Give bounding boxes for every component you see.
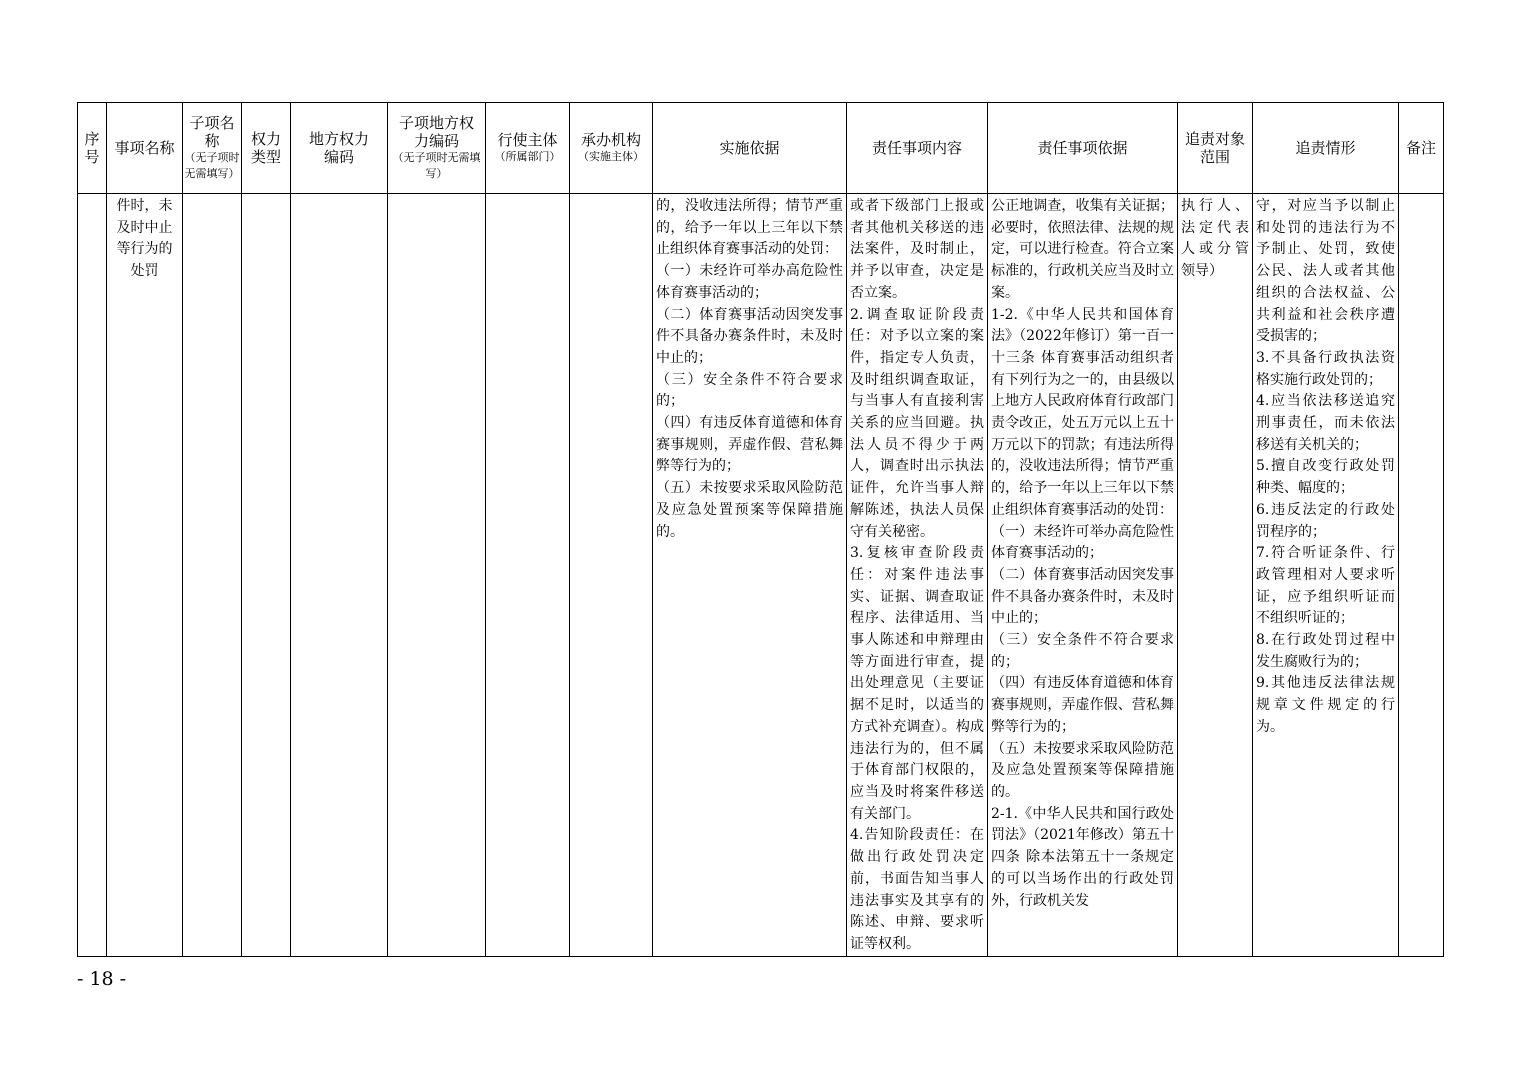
header-subject xyxy=(486,103,570,194)
cell-sub-name xyxy=(183,194,242,957)
header-sub-name-main: 子项名称 xyxy=(189,114,235,150)
header-resp-content: 责任事项内容 xyxy=(847,103,988,194)
header-accountability-scope: 追责对象范围 xyxy=(1178,103,1253,194)
cell-subject xyxy=(486,194,570,957)
header-agency xyxy=(570,103,653,194)
cell-agency xyxy=(570,194,653,957)
cell-power-type xyxy=(242,194,291,957)
header-agency-main: 承办机构 xyxy=(580,131,641,149)
header-power-type: 权力类型 xyxy=(242,103,291,194)
cell-local-code xyxy=(291,194,388,957)
cell-resp-content: 或者下级部门上报或者其他机关移送的违法案件，及时制止，并予以审查，决定是否立案。 2.调查取证阶段责任：对予以立案的案件，指定专人负责，及时组织调查取证，与当事人有直接利害关系的应当回避。执法人员不得少于两人，调查时出示执法证件，允许当事人辩解陈述，执法人员保守有关秘密。 3.复核审查阶段责任：对案件违法事实、证据、调查取证程序、法律适用、当事人陈述和申辩理由等方面进行审查，提出处理意见（主要证据不足时，以适当的方式补充调查）。构成违法行为的，但不属于体育部门权限的，应当及时将案件移送有关部门。 4.告知阶段责任：在做出行政处罚决定前，书面告知当事人违法事实及其享有的陈述、申辩、要求听证等权利。 xyxy=(847,194,988,957)
header-sub-name-note: （无子项时无需填写） xyxy=(184,151,240,180)
cell-accountability-scope: 执行人、法定代表人或分管领导） xyxy=(1178,194,1253,957)
header-subject-note: （所属部门） xyxy=(494,150,561,163)
header-local-code: 地方权力编码 xyxy=(291,103,388,194)
header-row xyxy=(78,103,1444,194)
header-item-name: 事项名称 xyxy=(107,103,183,194)
cell-remarks xyxy=(1399,194,1444,957)
cell-basis: 的，没收违法所得；情节严重的，给予一年以上三年以下禁止组织体育赛事活动的处罚： （一）未经许可举办高危险性体育赛事活动的； （二）体育赛事活动因突发事件不具备办赛条件时，未及时中止的； （三）安全条件不符合要求的； （四）有违反体育道德和体育赛事规则，弄虚作假、营私舞弊等行为的； （五）未按要求采取风险防范及应急处置预案等保障措施的。 xyxy=(653,194,847,957)
header-sub-name xyxy=(183,103,242,194)
header-resp-basis: 责任事项依据 xyxy=(988,103,1178,194)
cell-seq xyxy=(78,194,107,957)
header-subject-main: 行使主体 xyxy=(497,131,558,149)
header-seq: 序号 xyxy=(78,103,107,194)
header-sub-code xyxy=(388,103,486,194)
cell-sub-code xyxy=(388,194,486,957)
authority-list-table xyxy=(77,102,1444,957)
header-agency-note: （实施主体） xyxy=(578,150,644,163)
header-sub-code-main: 子项地方权力编码 xyxy=(398,114,474,150)
page-number: - 18 - xyxy=(77,968,127,990)
header-basis: 实施依据 xyxy=(653,103,847,194)
header-remarks: 备注 xyxy=(1399,103,1444,194)
header-accountability-cases: 追责情形 xyxy=(1253,103,1399,194)
cell-item-name: 件时，未及时中止等行为的处罚 xyxy=(107,194,183,957)
table-row xyxy=(78,194,1444,957)
cell-accountability-cases: 守，对应当予以制止和处罚的违法行为不予制止、处罚，致使公民、法人或者其他组织的合法权益、公共利益和社会秩序遭受损害的； 3.不具备行政执法资格实施行政处罚的； 4.应当依法移送追究刑事责任，而未依法移送有关机关的； 5.擅自改变行政处罚种类、幅度的； 6.违反法定的行政处罚程序的； 7.符合听证条件、行政管理相对人要求听证，应予组织听证而不组织听证的； 8.在行政处罚过程中发生腐败行为的； 9.其他违反法律法规规章文件规定的行为。 xyxy=(1253,194,1399,957)
header-sub-code-note: （无子项时无需填写） xyxy=(392,151,481,180)
cell-resp-basis: 公正地调查，收集有关证据；必要时，依照法律、法规的规定，可以进行检查。符合立案标准的，行政机关应当及时立案。 1-2.《中华人民共和国体育法》（2022年修订）第一百一十三条 体育赛事活动组织者有下列行为之一的，由县级以上地方人民政府体育行政部门责令改正，处五万元以上五十万元以下的罚款；有违法所得的，没收违法所得；情节严重的，给予一年以上三年以下禁止组织体育赛事活动的处罚： （一）未经许可举办高危险性体育赛事活动的； （二）体育赛事活动因突发事件不具备办赛条件时，未及时中止的； （三）安全条件不符合要求的； （四）有违反体育道德和体育赛事规则，弄虚作假、营私舞弊等行为的； （五）未按要求采取风险防范及应急处置预案等保障措施的。 2-1.《中华人民共和国行政处罚法》（2021年修改）第五十四条 除本法第五十一条规定的可以当场作出的行政处罚外，行政机关发 xyxy=(988,194,1178,957)
